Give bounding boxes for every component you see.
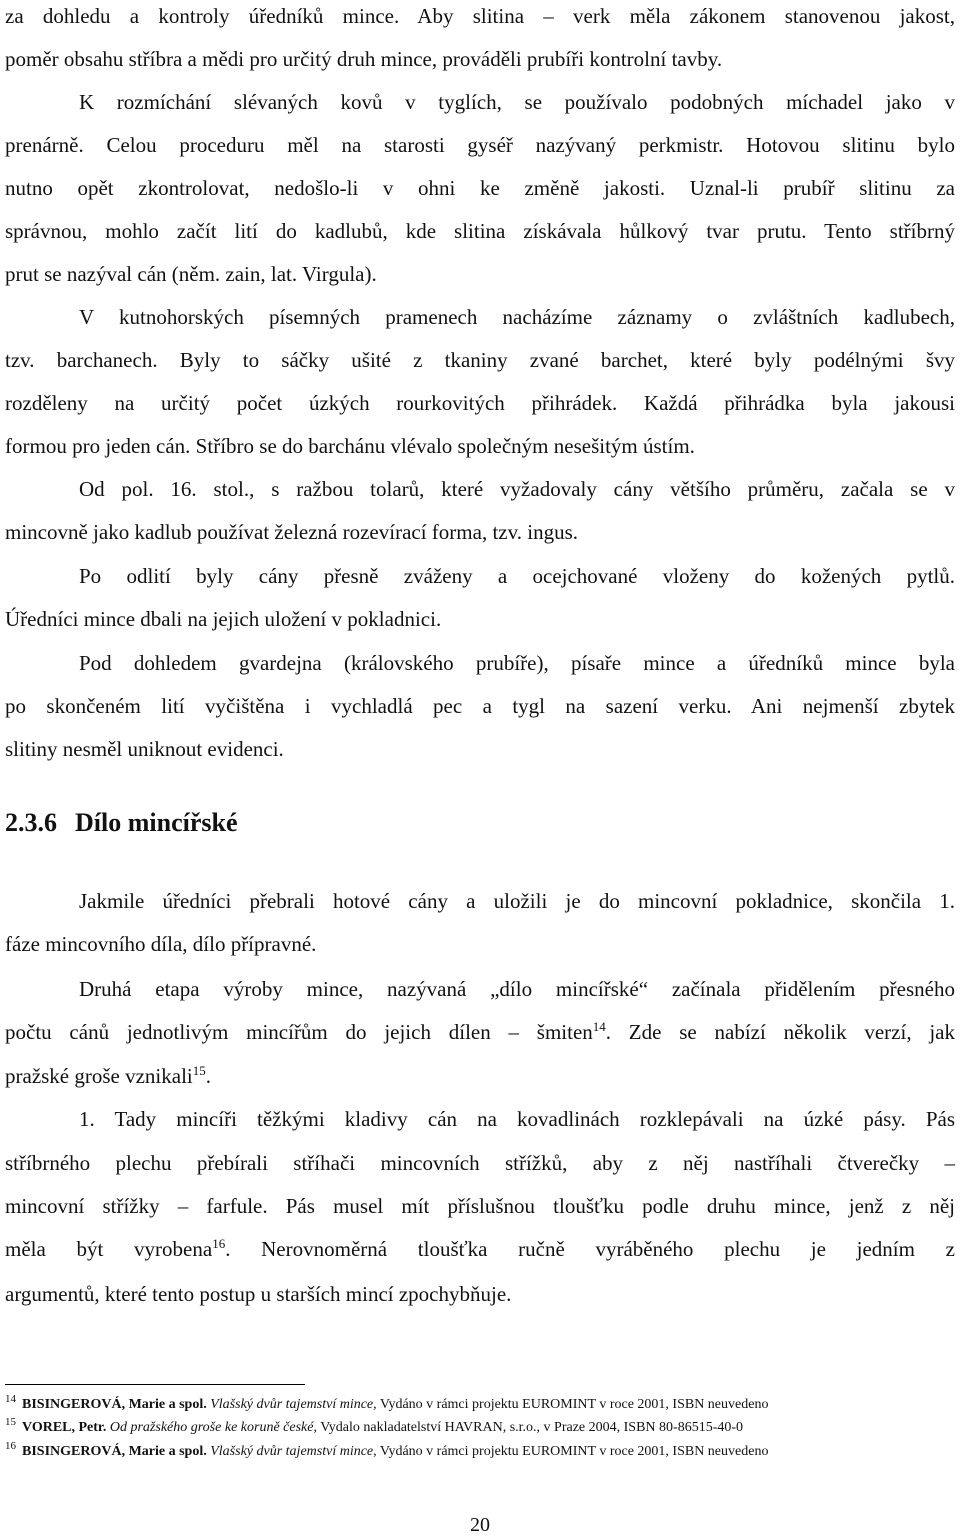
footnote-title: Od pražského groše ke koruně české: [109, 1420, 314, 1435]
paragraph-line: nutno opět zkontrolovat, nedošlo-li v ohni ke změně jakosti. Uznal-li prubíř slitinu za: [5, 176, 955, 200]
footnote-divider: [5, 1384, 305, 1385]
footnote-number: 14: [5, 1393, 16, 1406]
footnote-number: 15: [5, 1416, 16, 1429]
footnote-ref[interactable]: 16: [212, 1236, 226, 1251]
paragraph-line: [5, 1020, 955, 1044]
footnote-author: BISINGEROVÁ, Marie a spol.: [22, 1444, 207, 1459]
paragraph-line: Druhá etapa výroby mince, nazývaná „dílo mincířské“ začínala přidělením přesného: [79, 977, 955, 1001]
paragraph-line: fáze mincovního díla, dílo přípravné.: [5, 932, 317, 956]
paragraph-line: slitiny nesměl uniknout evidenci.: [5, 737, 284, 761]
text-span: . Zde se nabízí několik verzí, jak: [605, 1020, 955, 1044]
paragraph-line: rozděleny na určitý počet úzkých rourkovitých přihrádek. Každá přihrádka byla jakousi: [5, 391, 955, 415]
paragraph-line: prut se nazýval cán (něm. zain, lat. Virgula).: [5, 262, 377, 286]
paragraph-line: [5, 1237, 955, 1261]
paragraph-line: tzv. barchanech. Byly to sáčky ušité z tkaniny zvané barchet, které byly podélnými švy: [5, 348, 955, 372]
paragraph-line: formou pro jeden cán. Stříbro se do barchánu vlévalo společným nesešitým ústím.: [5, 434, 695, 458]
footnote-rest: , Vydáno v rámci projektu EUROMINT v roce 2001, ISBN neuvedeno: [373, 1397, 769, 1412]
paragraph-line: Úředníci mince dbali na jejich uložení v pokladnici.: [5, 607, 442, 631]
footnote-ref[interactable]: 14: [592, 1019, 606, 1034]
footnote-rest: , Vydalo nakladatelství HAVRAN, s.r.o., v Praze 2004, ISBN 80-86515-40-0: [313, 1420, 744, 1435]
section-title: Dílo mincířské: [75, 808, 238, 837]
paragraph-line: mincovně jako kadlub používat železná rozevírací forma, tzv. ingus.: [5, 520, 578, 544]
text-span: počtu cánů jednotlivým mincířům do jejich dílen – šmiten: [5, 1020, 593, 1044]
footnote-number: 16: [5, 1440, 16, 1453]
paragraph-line: Od pol. 16. stol., s ražbou tolarů, které vyžadovaly cány většího průměru, začala se v: [79, 477, 955, 501]
paragraph-line: správnou, mohlo začít lití do kadlubů, kde slitina získávala hůlkový tvar prutu. Tento stříbrný: [5, 219, 955, 243]
paragraph-line: K rozmíchání slévaných kovů v tyglích, se používalo podobných míchadel jako v: [79, 90, 955, 114]
paragraph-line: stříbrného plechu přebírali stříhači mincovních střížků, aby z něj nastříhali čtverečky –: [5, 1151, 955, 1175]
paragraph-line: Pod dohledem gvardejna (královského prubíře), písaře mince a úředníků mince byla: [79, 651, 955, 675]
paragraph-line: Po odlití byly cány přesně zváženy a ocejchované vloženy do kožených pytlů.: [79, 564, 955, 588]
section-number: 2.3.6: [5, 808, 57, 837]
paragraph-line: prenárně. Celou proceduru měl na starosti gyséř nazývaný perkmistr. Hotovou slitinu bylo: [5, 133, 955, 157]
footnote-ref[interactable]: 15: [192, 1063, 206, 1078]
footnote-title: Vlašský dvůr tajemství mince: [210, 1444, 374, 1459]
paragraph-line: poměr obsahu stříbra a mědi pro určitý druh mince, prováděli prubíři kontrolní tavby.: [5, 47, 723, 71]
footnote-rest: , Vydáno v rámci projektu EUROMINT v roce 2001, ISBN neuvedeno: [373, 1444, 769, 1459]
footnote: [5, 1416, 955, 1437]
footnote-author: BISINGEROVÁ, Marie a spol.: [22, 1397, 207, 1412]
text-span: . Nerovnoměrná tloušťka ručně vyráběného plechu je jedním z: [225, 1237, 955, 1261]
paragraph-line: za dohledu a kontroly úředníků mince. Aby slitina – verk měla zákonem stanovenou jakost,: [5, 4, 955, 28]
text-span: .: [205, 1064, 212, 1088]
footnote-title: Vlašský dvůr tajemství mince: [210, 1397, 374, 1412]
paragraph-line: V kutnohorských písemných pramenech nacházíme záznamy o zvláštních kadlubech,: [79, 305, 955, 329]
page-number: 20: [470, 1514, 490, 1536]
paragraph-line: Jakmile úředníci přebrali hotové cány a uložili je do mincovní pokladnice, skončila 1.: [79, 889, 955, 913]
footnote: [5, 1440, 955, 1461]
paragraph-line: po skončeném lití vyčištěna i vychladlá pec a tygl na sazení verku. Ani nejmenší zbytek: [5, 694, 955, 718]
paragraph-line: 1. Tady mincíři těžkými kladivy cán na kovadlinách rozklepávali na úzké pásy. Pás: [79, 1107, 955, 1131]
paragraph-line: [5, 1064, 955, 1088]
text-span: měla být vyrobena: [5, 1237, 213, 1261]
text-span: pražské groše vznikali: [5, 1064, 193, 1088]
section-heading: [5, 808, 238, 838]
footnote-author: VOREL, Petr.: [22, 1420, 107, 1435]
footnote: [5, 1393, 955, 1414]
paragraph-line: mincovní střížky – farfule. Pás musel mít příslušnou tloušťku podle druhu mince, jenž z něj: [5, 1194, 955, 1218]
paragraph-line: argumentů, které tento postup u starších mincí zpochybňuje.: [5, 1282, 512, 1306]
